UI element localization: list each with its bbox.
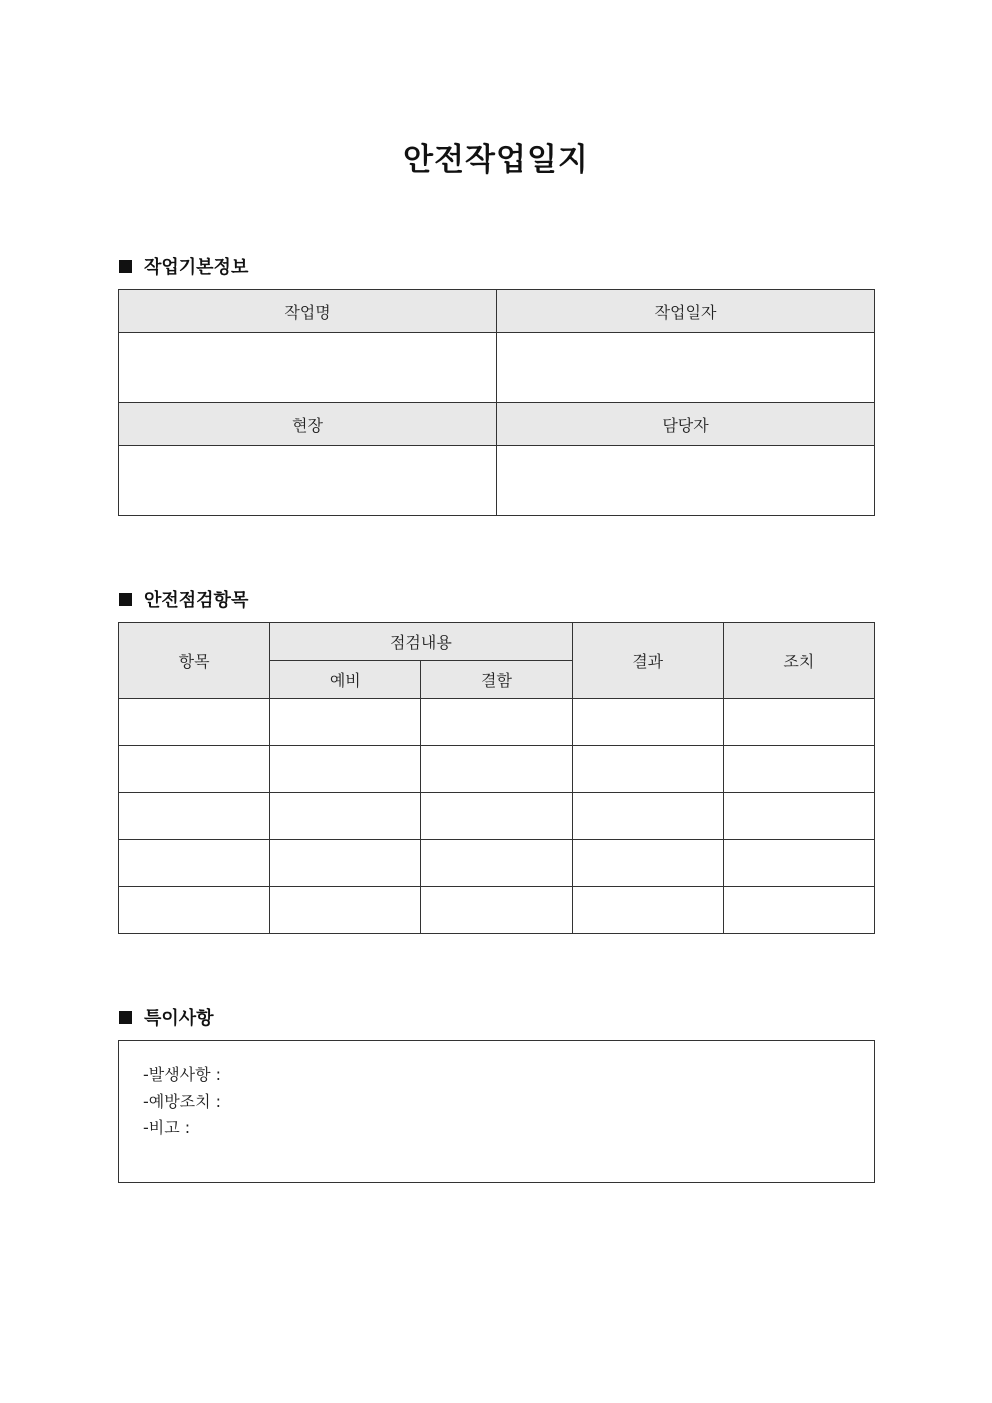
defect-cell[interactable] — [421, 793, 572, 840]
defect-cell[interactable] — [421, 746, 572, 793]
table-row — [119, 699, 875, 746]
table-row — [119, 840, 875, 887]
item-cell[interactable] — [119, 887, 270, 934]
section-heading-basic-info — [119, 253, 248, 279]
safety-check-table — [118, 622, 875, 934]
preliminary-cell[interactable] — [270, 793, 421, 840]
section-heading-remarks — [119, 1004, 214, 1030]
preliminary-cell[interactable] — [270, 699, 421, 746]
defect-cell[interactable] — [421, 699, 572, 746]
action-cell[interactable] — [723, 840, 874, 887]
preliminary-cell[interactable] — [270, 840, 421, 887]
work-name-field[interactable] — [119, 333, 497, 403]
square-bullet-icon — [119, 260, 132, 273]
result-cell[interactable] — [572, 746, 723, 793]
section-heading-label: 안전점검항목 — [144, 590, 249, 611]
result-cell[interactable] — [572, 793, 723, 840]
item-cell[interactable] — [119, 840, 270, 887]
item-cell[interactable] — [119, 746, 270, 793]
document-title: 안전작업일지 — [403, 142, 589, 178]
site-label: 현장 — [119, 403, 497, 446]
result-cell[interactable] — [572, 887, 723, 934]
action-cell[interactable] — [723, 793, 874, 840]
work-name-label: 작업명 — [119, 290, 497, 333]
action-cell[interactable] — [723, 699, 874, 746]
occurrence-line: -발생사항 : — [143, 1065, 222, 1084]
item-cell[interactable] — [119, 699, 270, 746]
square-bullet-icon — [119, 593, 132, 606]
manager-field[interactable] — [497, 446, 875, 516]
result-cell[interactable] — [572, 699, 723, 746]
action-cell[interactable] — [723, 746, 874, 793]
preliminary-cell[interactable] — [270, 887, 421, 934]
defect-cell[interactable] — [421, 887, 572, 934]
remarks-box[interactable] — [118, 1040, 875, 1183]
defect-cell[interactable] — [421, 840, 572, 887]
basic-info-table — [118, 289, 875, 516]
site-field[interactable] — [119, 446, 497, 516]
prevention-line: -예방조치 : — [143, 1092, 222, 1111]
work-date-field[interactable] — [497, 333, 875, 403]
note-line: -비고 : — [143, 1118, 191, 1137]
section-heading-label: 특이사항 — [144, 1008, 214, 1029]
table-row — [119, 887, 875, 934]
section-heading-safety-check — [119, 586, 248, 612]
result-header: 결과 — [572, 623, 723, 699]
section-heading-label: 작업기본정보 — [144, 257, 249, 278]
table-row — [119, 793, 875, 840]
table-row — [119, 746, 875, 793]
preliminary-header: 예비 — [270, 661, 421, 699]
item-cell[interactable] — [119, 793, 270, 840]
action-header: 조치 — [723, 623, 874, 699]
item-header: 항목 — [119, 623, 270, 699]
square-bullet-icon — [119, 1011, 132, 1024]
action-cell[interactable] — [723, 887, 874, 934]
result-cell[interactable] — [572, 840, 723, 887]
inspection-header: 점검내용 — [270, 623, 572, 661]
preliminary-cell[interactable] — [270, 746, 421, 793]
defect-header: 결함 — [421, 661, 572, 699]
manager-label: 담당자 — [497, 403, 875, 446]
work-date-label: 작업일자 — [497, 290, 875, 333]
